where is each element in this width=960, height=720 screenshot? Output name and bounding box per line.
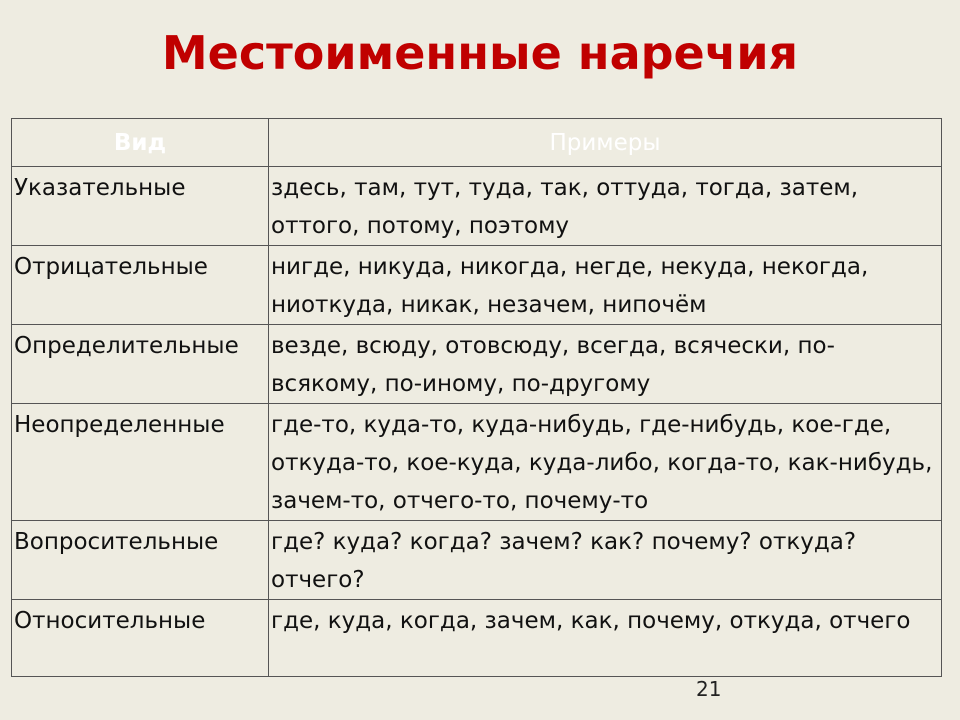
table-cell-examples: где? куда? когда? зачем? как? почему? откуда? отчего? bbox=[269, 521, 942, 600]
table-cell-examples: здесь, там, тут, туда, так, оттуда, тогда, затем, оттого, потому, поэтому bbox=[269, 167, 942, 246]
table-row bbox=[12, 600, 942, 677]
table-header-row bbox=[12, 119, 942, 167]
table-cell-kind: Указательные bbox=[12, 167, 269, 246]
table-cell-examples: где, куда, когда, зачем, как, почему, откуда, отчего bbox=[269, 600, 942, 677]
column-header-kind: Вид bbox=[12, 119, 269, 167]
table-row bbox=[12, 521, 942, 600]
page-title: Местоименные наречия bbox=[161, 26, 799, 80]
table-row bbox=[12, 167, 942, 246]
page-number: 21 bbox=[696, 677, 722, 701]
table-row bbox=[12, 246, 942, 325]
table-cell-examples: нигде, никуда, никогда, негде, некуда, некогда, ниоткуда, никак, незачем, нипочём bbox=[269, 246, 942, 325]
column-header-examples: Примеры bbox=[269, 119, 942, 167]
table-cell-kind: Неопределенные bbox=[12, 404, 269, 521]
table-cell-kind: Вопросительные bbox=[12, 521, 269, 600]
adverbs-table bbox=[11, 118, 942, 677]
table-cell-kind: Относительные bbox=[12, 600, 269, 677]
table-row bbox=[12, 404, 942, 521]
table-cell-kind: Отрицательные bbox=[12, 246, 269, 325]
table-cell-kind: Определительные bbox=[12, 325, 269, 404]
table-cell-examples: везде, всюду, отовсюду, всегда, всячески, по-всякому, по-иному, по-другому bbox=[269, 325, 942, 404]
table-cell-examples: где-то, куда-то, куда-нибудь, где-нибудь, кое-где, откуда-то, кое-куда, куда-либо, когда-то, как-нибудь, зачем-то, отчего-то, почему-то bbox=[269, 404, 942, 521]
table-row bbox=[12, 325, 942, 404]
